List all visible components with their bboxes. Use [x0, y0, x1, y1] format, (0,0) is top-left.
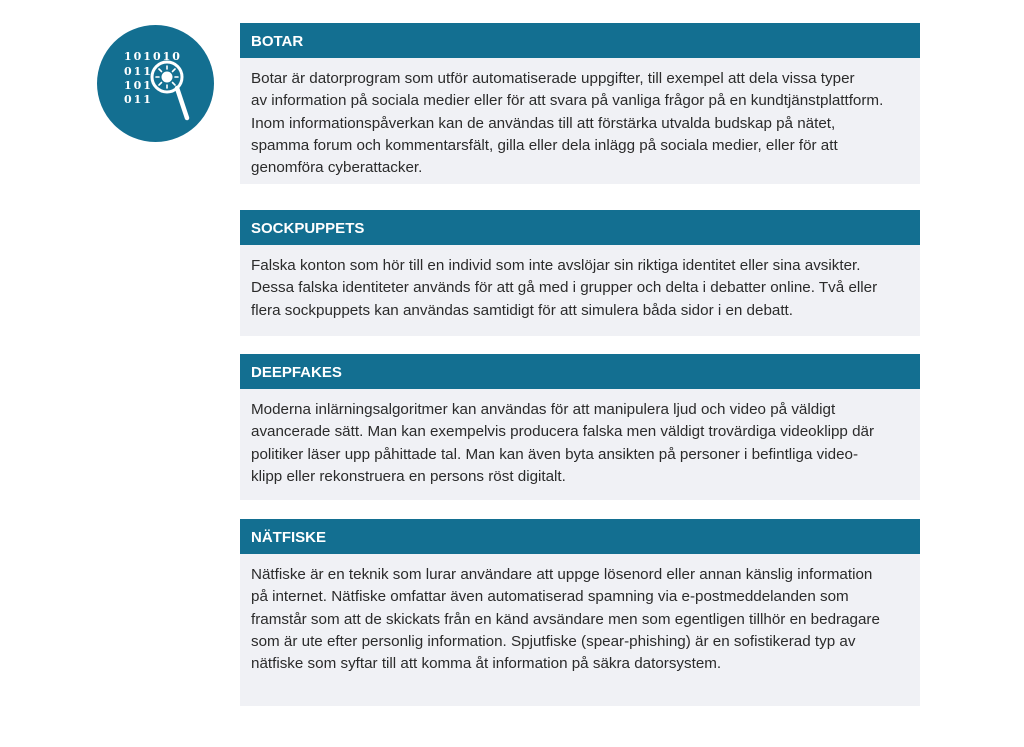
body-line: Botar är datorprogram som utför automatiserade uppgifter, till exempel att dela vissa typer: [251, 70, 855, 87]
binary-line: 101010: [124, 50, 182, 63]
section-body: [240, 245, 920, 322]
section-sockpuppets: [240, 210, 920, 336]
body-line: flera sockpuppets kan användas samtidigt för att simulera båda sidor i en debatt.: [251, 301, 793, 319]
section-botar: [240, 23, 920, 184]
section-title: BOTAR: [240, 23, 920, 58]
body-line: Dessa falska identiteter används för att gå med i grupper och delta i debatter online. Två eller: [251, 279, 878, 297]
section-title: SOCKPUPPETS: [240, 210, 920, 245]
section-body: [240, 554, 920, 675]
body-line: på internet. Nätfiske omfattar även automatiserad spamning via e-postmeddelanden som: [251, 588, 849, 606]
body-line: Inom informationspåverkan kan de användas till att förstärka utvalda budskap på nätet,: [251, 114, 836, 132]
binary-line: 011: [124, 65, 153, 78]
body-line: framstår som att de skickats från en känd avsändare men som egentligen tillhör en bedragare: [251, 610, 880, 628]
body-line: som är ute efter personlig information. Spjutfiske (spear-phishing) är en sofistikerad typ av: [251, 632, 856, 650]
section-title: NÄTFISKE: [240, 519, 920, 554]
binary-line: 011: [124, 93, 153, 106]
body-line: genomföra cyberattacker.: [251, 159, 423, 177]
section-natfiske: [240, 519, 920, 706]
section-body: [240, 389, 920, 488]
section-body: [240, 58, 920, 179]
body-line: politiker läser upp påhittade tal. Man kan även byta ansikten på personer i befintliga video-: [251, 445, 859, 463]
body-line: nätfiske som syftar till att komma åt information på säkra datorsystem.: [251, 655, 722, 673]
section-deepfakes: [240, 354, 920, 500]
body-line: klipp eller rekonstruera en persons röst digitalt.: [251, 467, 566, 485]
magnifier-bug-icon: [97, 25, 214, 142]
section-title: DEEPFAKES: [240, 354, 920, 389]
body-line: spamma forum och kommentarsfält, gilla eller dela inlägg på sociala medier, eller för att: [251, 136, 838, 154]
binary-line: 101: [124, 79, 153, 92]
body-line: Moderna inlärningsalgoritmer kan användas för att manipulera ljud och video på väldigt: [251, 401, 836, 418]
body-line: Falska konton som hör till en individ som inte avslöjar sin riktiga identitet eller sina avsikter.: [251, 257, 861, 274]
binary-magnifier-bug-icon: [97, 25, 214, 142]
body-line: av information på sociala medier eller för att svara på vanliga frågor på en kundtjänstplattform.: [251, 92, 884, 110]
body-line: avancerade sätt. Man kan exempelvis producera falska men väldigt trovärdiga videoklipp där: [251, 423, 875, 441]
body-line: Nätfiske är en teknik som lurar användare att uppge lösenord eller annan känslig information: [251, 566, 873, 583]
